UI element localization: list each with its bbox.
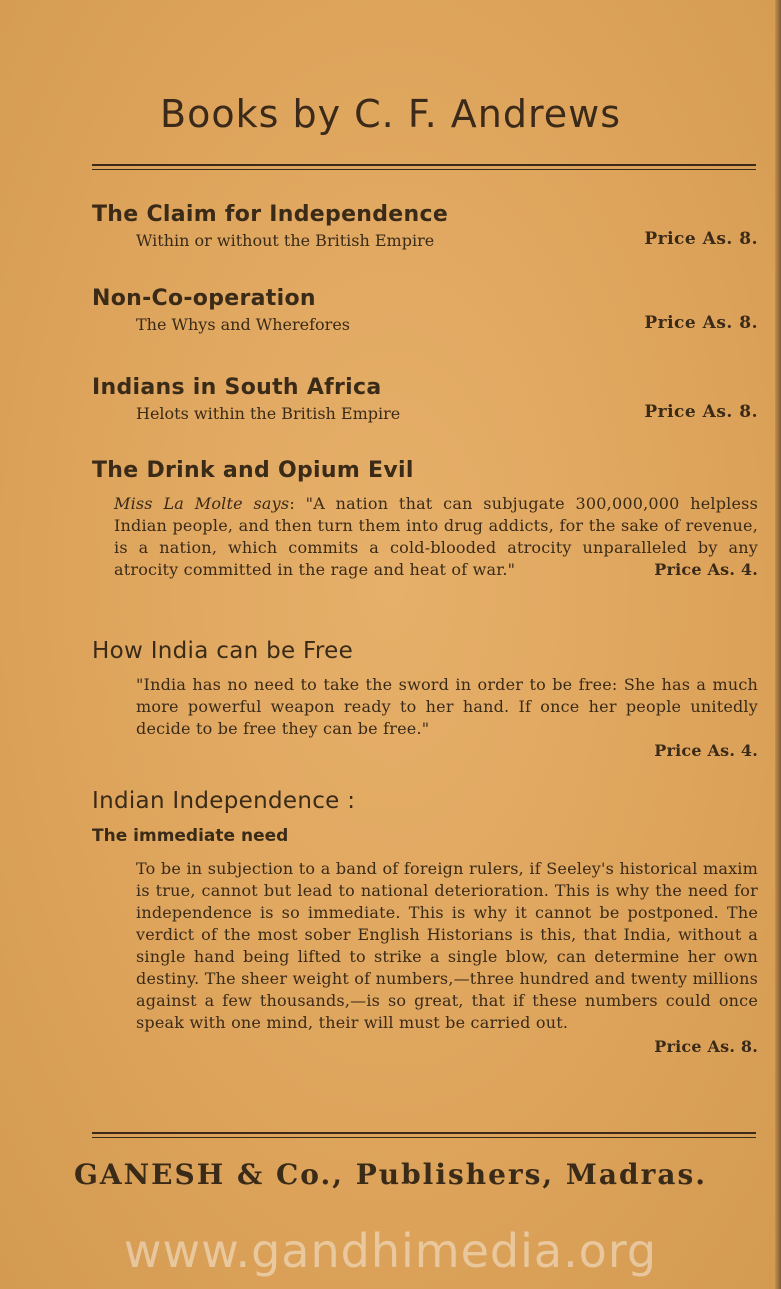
- watermark: www.gandhimedia.org: [123, 1224, 658, 1278]
- book-quote: "India has no need to take the sword in order to be free: She has a much more powerful weapon ready to her hand. If once her people unitedly decide to be free they can be free.": [136, 675, 758, 738]
- quote-speaker: Miss La Molte says: [114, 494, 290, 513]
- book-title: Non-Co-operation: [92, 286, 316, 311]
- book-price: Price As. 8.: [644, 229, 758, 249]
- book-entry: [92, 458, 758, 581]
- book-title: Indians in South Africa: [92, 375, 382, 400]
- book-price: Price As. 8.: [654, 1037, 758, 1056]
- book-price: Price As. 4.: [654, 560, 758, 579]
- book-subtitle: Helots within the British Empire: [136, 404, 401, 423]
- book-title: The Drink and Opium Evil: [92, 458, 414, 483]
- book-subtitle: The immediate need: [92, 826, 289, 846]
- book-title: How India can be Free: [92, 638, 354, 664]
- book-entry: [92, 638, 758, 762]
- top-rule: [92, 164, 756, 173]
- book-entry: [92, 375, 758, 426]
- book-quote: [114, 493, 758, 581]
- book-price: Price As. 8.: [644, 402, 758, 422]
- book-entry: [92, 202, 758, 253]
- page-title: Books by C. F. Andrews: [160, 92, 621, 136]
- page-edge: [775, 0, 781, 1289]
- bottom-rule: [92, 1132, 756, 1141]
- book-description: To be in subjection to a band of foreign rulers, if Seeley's historical maxim is true, cannot but lead to national deterioration. This is why the need for independence is so immediate. This is why it cannot be postponed. The verdict of the most sober English Historians is this, that India, without a single hand being lifted to strike a single blow, can determine her own destiny. The sheer weight of numbers,—three hundred and twenty millions against a few thousands,—is so great, that if these numbers could once speak with one mind, their will must be carried out.: [136, 859, 758, 1032]
- book-subtitle: Within or without the British Empire: [136, 231, 435, 250]
- publisher-line: GANESH & Co., Publishers, Madras.: [73, 1158, 708, 1191]
- book-price: Price As. 8.: [644, 313, 758, 333]
- book-price: Price As. 4.: [654, 741, 758, 760]
- book-entry: [92, 286, 758, 337]
- book-entry: [92, 788, 758, 1058]
- book-subtitle: The Whys and Wherefores: [136, 315, 351, 334]
- book-title: The Claim for Independence: [92, 202, 449, 227]
- quote-text: : "A nation that can subjugate 300,000,000 helpless Indian people, and then turn them into drug addicts, for the sake of revenue, is a nation, which commits a cold-blooded atrocity unparalleled by any atrocity committed in the rage and heat of war.": [114, 494, 758, 579]
- book-title: Indian Independence :: [92, 788, 356, 814]
